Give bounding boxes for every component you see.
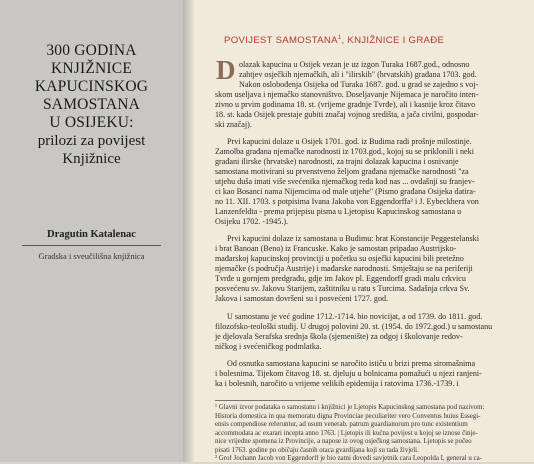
- footnote-line: accommodata ac exarari incepta anno 1763. | Ljetopis ili kućna povijest u kojoj se iznose činje-: [215, 429, 478, 437]
- title-line: 300 GODINA: [46, 42, 137, 59]
- institution-name: Gradska i sveučilišna knjižnica: [38, 251, 145, 261]
- footnote-line: ensis compendiose referuntur, ad usum venerab. patrum guardianorum pro tunc existentium: [215, 421, 468, 428]
- text-line: i bolesnima. Tijekom čitavog 18. st. djeluju u bolnicama pomažući u njezi ranjeni-: [215, 369, 482, 378]
- footnote-line: Historia domestica in qua memoratu digna Provinciae peculiariter vero Conventus huius Essegi-: [215, 412, 481, 420]
- text-line: U samostanu je već godine 1712.-1714. bio novicijat, a od 1739. do 1811. god.: [227, 312, 483, 321]
- text-line: Lanzenfeldta - prema prijepisu pisma u Ljetopisu Kapucinskog samostana u: [215, 207, 462, 216]
- text-line: Prvi kapucini dolaze iz samostana u Budimu: brat Konstancije Peggestelanski: [227, 234, 479, 243]
- text-line: ničkog i svećeničkog podmlatka.: [215, 342, 322, 351]
- footnote-rule: [215, 400, 315, 401]
- text-line: Zamolba građana njemačke narodnosti iz 1703.god., kojoj su se priklonili i neki: [215, 147, 474, 156]
- text-line: ci kao Bosanci nama Nijemcima od male utjehe" (Pismo građana Osijeka datira-: [215, 187, 476, 196]
- chapter-heading: [224, 35, 524, 46]
- text-line: zivno u prvim godinama 18. st. (vrijeme gradnje Tvrđe), ali i kasnije kroz čitavo: [215, 100, 476, 109]
- author-name: Dragutin Katalenac: [47, 229, 136, 240]
- text-line: ka i bolesnih, naročito u vrijeme velikih epidemija i ratovima 1736.-1739. i: [215, 379, 459, 388]
- book-gutter: [183, 0, 194, 462]
- subtitle-line: prilozi za povijest: [37, 133, 146, 149]
- text-line: filozofsko-teološki studij. U drugoj polovini 20. st. (1954. do 1972.god.) u samostanu: [215, 322, 493, 331]
- footnote-line: nice vrijedne spomena iz Provincije, a napose iz ovog osječkog samostana. Ljetopis se počeo: [215, 438, 472, 445]
- divider-rule: [22, 245, 161, 246]
- text-line: 18. st. kada Osijek prestaje gubiti značaj vojnog središta, a jača civilni, gospodar-: [215, 110, 479, 119]
- footnote-line: ¹ Glavni izvor podataka o samostanu i knjižnici je Ljetopis Kapucinskog samostana pod nazivom:: [215, 404, 485, 411]
- text-line: njemačke (s područja Austrije) i mađarske narodnosti. Smještaju se na periferiji: [215, 264, 473, 273]
- text-line: Od osnutka samostana kapucini se naročito ističu u brizi prema siromašnima: [227, 359, 476, 368]
- text-line: i brat Banoan (Beno) iz Francuske. Kako je samostan pripadao Austrijsko-: [215, 244, 457, 253]
- text-line: zahtjev osječkih njemačkih, ali i "ilirskih" (hrvatskih) građana 1703. god.: [239, 70, 477, 79]
- text-line: posvećenu sv. Jakovu Starijem, zaštitniku u ratu s Turcima. Sadašnja crkva Sv.: [215, 284, 470, 293]
- text-line: utjehu duša imati više svećenika njemačkog reda kod nas ... ovdašnji su franjev-: [215, 177, 475, 186]
- chapter-heading-rest: , KNJIŽNICE I GRAĐE: [341, 35, 445, 47]
- text-line: građani ilirske (hrvatske) narodnosti, za trajni dolazak kapucina i osnivanje: [215, 157, 459, 166]
- text-line: mađarskoj kapucinskoj provinciji u početku su osječki kapucini bili pretežno: [215, 254, 464, 263]
- text-line: Nakon oslobođenja Osijeka od Turaka 1687. god. u grad se zajedno s voj-: [239, 80, 479, 89]
- text-line: no 11. XII. 1703. s potpisima Ivana Jakoba von Eggendorffa² i J. Eybeckhera von: [215, 197, 479, 206]
- footnote-marker: 1: [337, 35, 342, 41]
- text-line: olazak kapucina u Osijek vezan je uz izgon Turaka 1687.god., odnosno: [239, 60, 470, 69]
- text-line: Tvrđe u gornjem predgrađu, gdje im Jakov pl. Eggendorff gradi malu crkvicu: [215, 274, 466, 283]
- subtitle-line: Knjižnice: [62, 151, 121, 167]
- book-title: [8, 42, 175, 168]
- text-line: je djelovala Serafska srednja škola (sjemenište) za odgoj i školovanje redov-: [215, 332, 463, 341]
- text-line: samostana motivirani su prvenstveno željom građana njemačke narodnosti "za: [215, 167, 469, 176]
- title-line: U OSIJEKU:: [49, 114, 134, 131]
- chapter-heading-text: POVIJEST SAMOSTANA: [224, 35, 338, 47]
- footnote-line: pisati 1763. godine po običaju časnih otaca gvardijana koji su tada živjeli.: [215, 446, 419, 454]
- title-line: SAMOSTANA: [42, 96, 141, 113]
- text-line: skom useljava i njemačko stanovništvo. Doseljavanje Nijemaca je naročito inten-: [215, 90, 479, 99]
- title-line: KAPUCINSKOG: [34, 78, 149, 95]
- book-cover-page: [0, 0, 183, 462]
- text-line: ski značaj).: [215, 120, 252, 129]
- text-line: Osijeku 1702. -1945.).: [215, 217, 289, 226]
- title-line: KNJIŽNICE: [50, 60, 132, 77]
- text-line: Jakova i samostan dovršeni su i posvećeni 1727. god.: [215, 294, 389, 303]
- drop-cap: D: [216, 55, 236, 85]
- footnote-line: ² Grof Jochann Jacob von Eggendorff je bio zatni đovedi savjetnik cara Leopolda I, general u ca-: [215, 455, 482, 462]
- text-line: Prvi kapucini dolaze u Osijek 1701. god. iz Budima radi prošnje milostinje.: [227, 137, 472, 146]
